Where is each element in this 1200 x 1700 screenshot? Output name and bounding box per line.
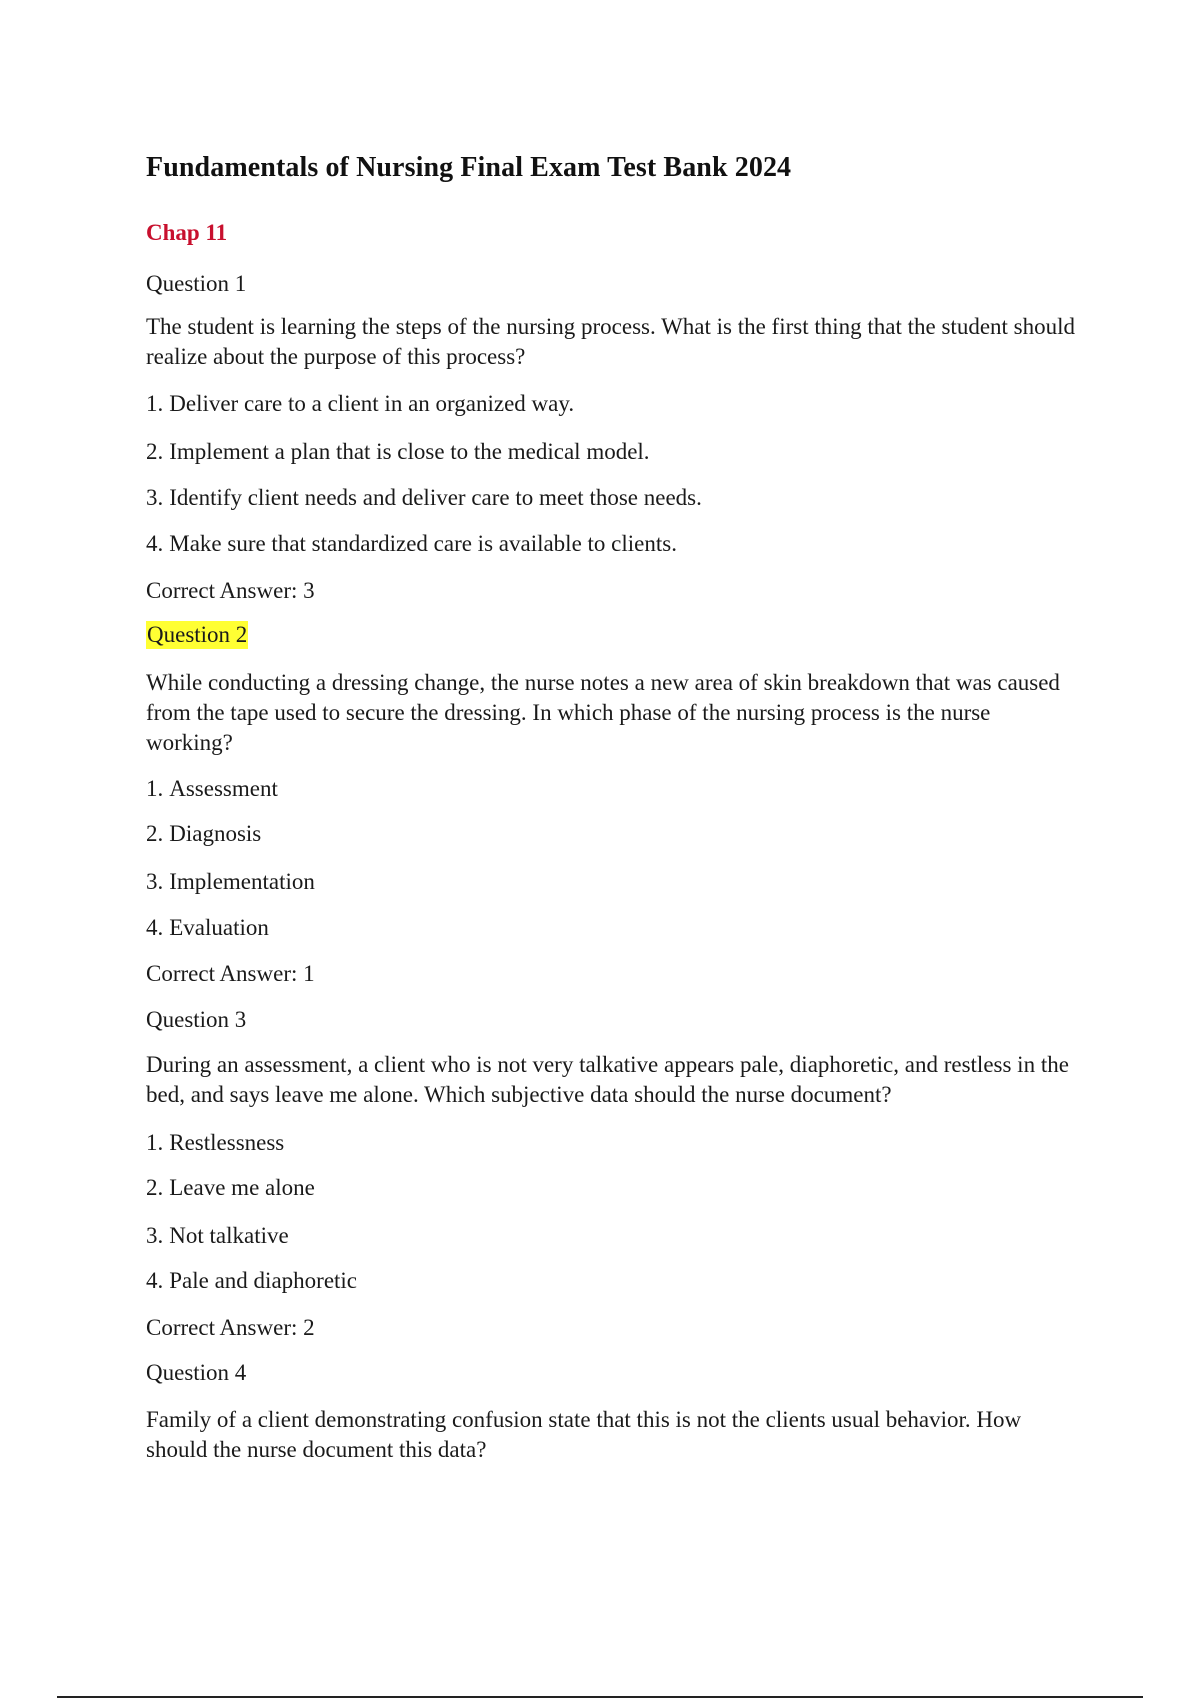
question-2-option-1 xyxy=(146,775,278,803)
question-3-option-4 xyxy=(146,1267,357,1295)
question-1-text: The student is learning the steps of the nursing process. What is the first thing that the student should realize about the purpose of this process? xyxy=(146,314,1076,369)
question-2-label: Question 2 xyxy=(147,622,248,647)
option-number: 1. xyxy=(146,391,164,416)
option-text: Leave me alone xyxy=(169,1175,315,1200)
question-2-option-3 xyxy=(146,868,315,896)
option-number: 3. xyxy=(146,869,164,894)
question-3-option-3 xyxy=(146,1222,289,1250)
option-number: 3. xyxy=(146,485,164,510)
question-3-text: During an assessment, a client who is not very talkative appears pale, diaphoretic, and restless in the bed, and says leave me alone. Which subjective data should the nurse document? xyxy=(146,1052,1069,1107)
question-2-text: While conducting a dressing change, the nurse notes a new area of skin breakdown that was caused from the tape used to secure the dressing. In which phase of the nursing process is the nurse working? xyxy=(146,670,1060,755)
question-3-option-1 xyxy=(146,1129,284,1157)
option-text: Deliver care to a client in an organized way. xyxy=(169,391,575,416)
option-number: 1. xyxy=(146,776,164,801)
option-text: Restlessness xyxy=(169,1130,285,1155)
question-2-option-2 xyxy=(146,820,261,848)
question-3-label: Question 3 xyxy=(146,1007,247,1032)
question-1-option-3 xyxy=(146,484,702,512)
option-number: 2. xyxy=(146,821,164,846)
option-text: Identify client needs and deliver care to meet those needs. xyxy=(169,485,702,510)
question-4-text: Family of a client demonstrating confusion state that this is not the clients usual behavior. How should the nurse document this data? xyxy=(146,1407,1022,1462)
option-text: Not talkative xyxy=(169,1223,289,1248)
question-1-option-4 xyxy=(146,530,677,558)
question-3-option-2 xyxy=(146,1174,315,1202)
document-title: Fundamentals of Nursing Final Exam Test Bank 2024 xyxy=(146,152,792,183)
option-number: 4. xyxy=(146,1268,164,1293)
option-text: Diagnosis xyxy=(169,821,262,846)
option-text: Implementation xyxy=(169,869,315,894)
question-1-option-1 xyxy=(146,390,574,418)
page-bottom-rule xyxy=(57,1696,1143,1698)
option-number: 4. xyxy=(146,531,164,556)
question-3-answer: Correct Answer: 2 xyxy=(146,1315,315,1340)
question-1-label: Question 1 xyxy=(146,271,247,296)
option-text: Assessment xyxy=(169,776,278,801)
question-2-option-4 xyxy=(146,914,269,942)
option-number: 1. xyxy=(146,1130,164,1155)
option-number: 3. xyxy=(146,1223,164,1248)
option-text: Make sure that standardized care is available to clients. xyxy=(169,531,677,556)
option-text: Evaluation xyxy=(169,915,269,940)
option-number: 2. xyxy=(146,439,164,464)
question-4-label: Question 4 xyxy=(146,1360,247,1385)
chapter-heading: Chap 11 xyxy=(146,220,228,245)
option-number: 4. xyxy=(146,915,164,940)
option-number: 2. xyxy=(146,1175,164,1200)
question-1-option-2 xyxy=(146,438,650,466)
question-1-answer: Correct Answer: 3 xyxy=(146,578,315,603)
option-text: Implement a plan that is close to the medical model. xyxy=(169,439,650,464)
option-text: Pale and diaphoretic xyxy=(169,1268,358,1293)
question-2-answer: Correct Answer: 1 xyxy=(146,961,315,986)
